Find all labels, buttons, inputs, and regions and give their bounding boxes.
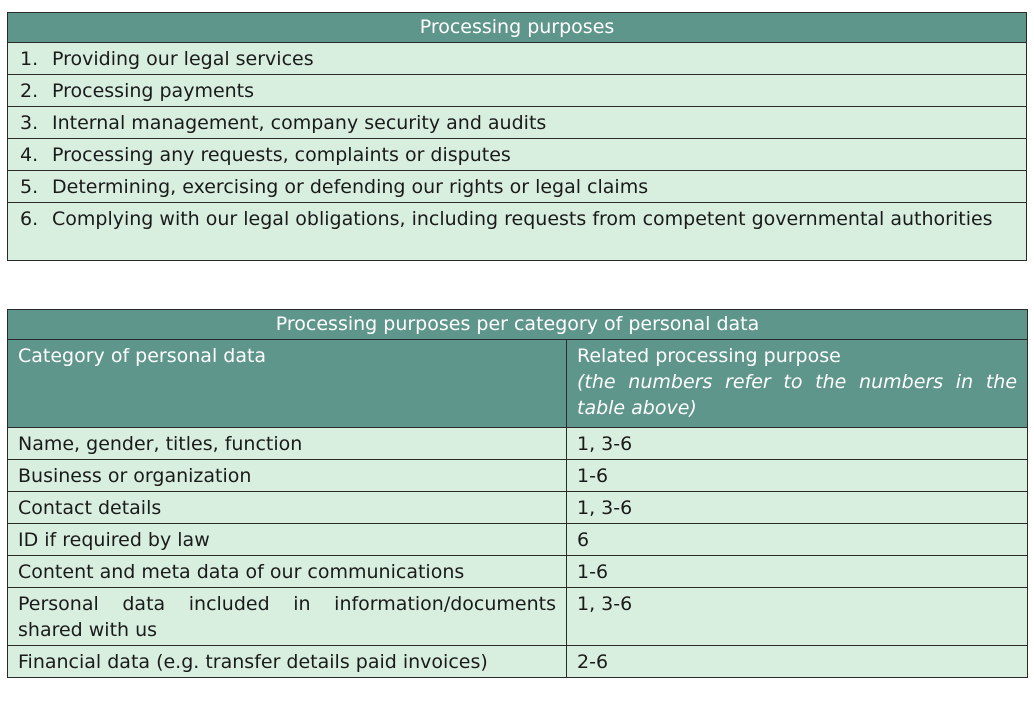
table-row	[8, 43, 1027, 75]
purpose-cell: 1-6	[567, 460, 1028, 492]
purpose-item	[8, 139, 1027, 171]
column-header-row	[8, 340, 1028, 428]
category-cell: ID if required by law	[8, 524, 567, 556]
column-header-purpose-note: (the numbers refer to the numbers in the table above)	[577, 371, 1018, 419]
table-row	[8, 171, 1027, 203]
purpose-number: 1.	[20, 48, 39, 70]
purpose-number: 2.	[20, 80, 39, 102]
category-cell: Contact details	[8, 492, 567, 524]
purpose-text: Complying with our legal obligations, including requests from competent governmental authorities	[52, 208, 993, 230]
table-row	[8, 588, 1028, 646]
table-row	[8, 492, 1028, 524]
purpose-item	[8, 75, 1027, 107]
purpose-item	[8, 203, 1027, 261]
table-title: Processing purposes	[8, 13, 1027, 43]
purpose-item	[8, 107, 1027, 139]
purpose-text: Processing any requests, complaints or disputes	[52, 144, 511, 166]
table-row	[8, 460, 1028, 492]
category-cell: Personal data included in information/documents shared with us	[8, 588, 567, 646]
category-purposes-table	[7, 309, 1028, 678]
column-header-purpose-label: Related processing purpose	[577, 345, 841, 367]
purpose-number: 5.	[20, 176, 39, 198]
purpose-item	[8, 43, 1027, 75]
table-row	[8, 107, 1027, 139]
processing-purposes-table	[7, 12, 1027, 261]
table-row	[8, 203, 1027, 261]
column-header-category: Category of personal data	[8, 340, 567, 428]
category-cell: Financial data (e.g. transfer details paid invoices)	[8, 646, 567, 678]
column-header-purpose	[567, 340, 1028, 428]
purpose-number: 6.	[20, 208, 39, 230]
table-row	[8, 556, 1028, 588]
purpose-cell: 1, 3-6	[567, 588, 1028, 646]
table-row	[8, 524, 1028, 556]
purpose-text: Determining, exercising or defending our rights or legal claims	[52, 176, 649, 198]
purpose-number: 3.	[20, 112, 39, 134]
category-cell: Business or organization	[8, 460, 567, 492]
purpose-item	[8, 171, 1027, 203]
purpose-text: Internal management, company security and audits	[52, 112, 547, 134]
purpose-text: Providing our legal services	[52, 48, 314, 70]
category-cell: Content and meta data of our communications	[8, 556, 567, 588]
purpose-cell: 1, 3-6	[567, 492, 1028, 524]
table-row	[8, 428, 1028, 460]
table-row	[8, 646, 1028, 678]
table-header-row	[8, 310, 1028, 340]
table-header-row	[8, 13, 1027, 43]
purpose-cell: 1-6	[567, 556, 1028, 588]
category-cell: Name, gender, titles, function	[8, 428, 567, 460]
purpose-text: Processing payments	[52, 80, 255, 102]
table-row	[8, 139, 1027, 171]
purpose-cell: 6	[567, 524, 1028, 556]
purpose-cell: 2-6	[567, 646, 1028, 678]
table-title: Processing purposes per category of personal data	[8, 310, 1028, 340]
table-row	[8, 75, 1027, 107]
purpose-number: 4.	[20, 144, 39, 166]
purpose-cell: 1, 3-6	[567, 428, 1028, 460]
